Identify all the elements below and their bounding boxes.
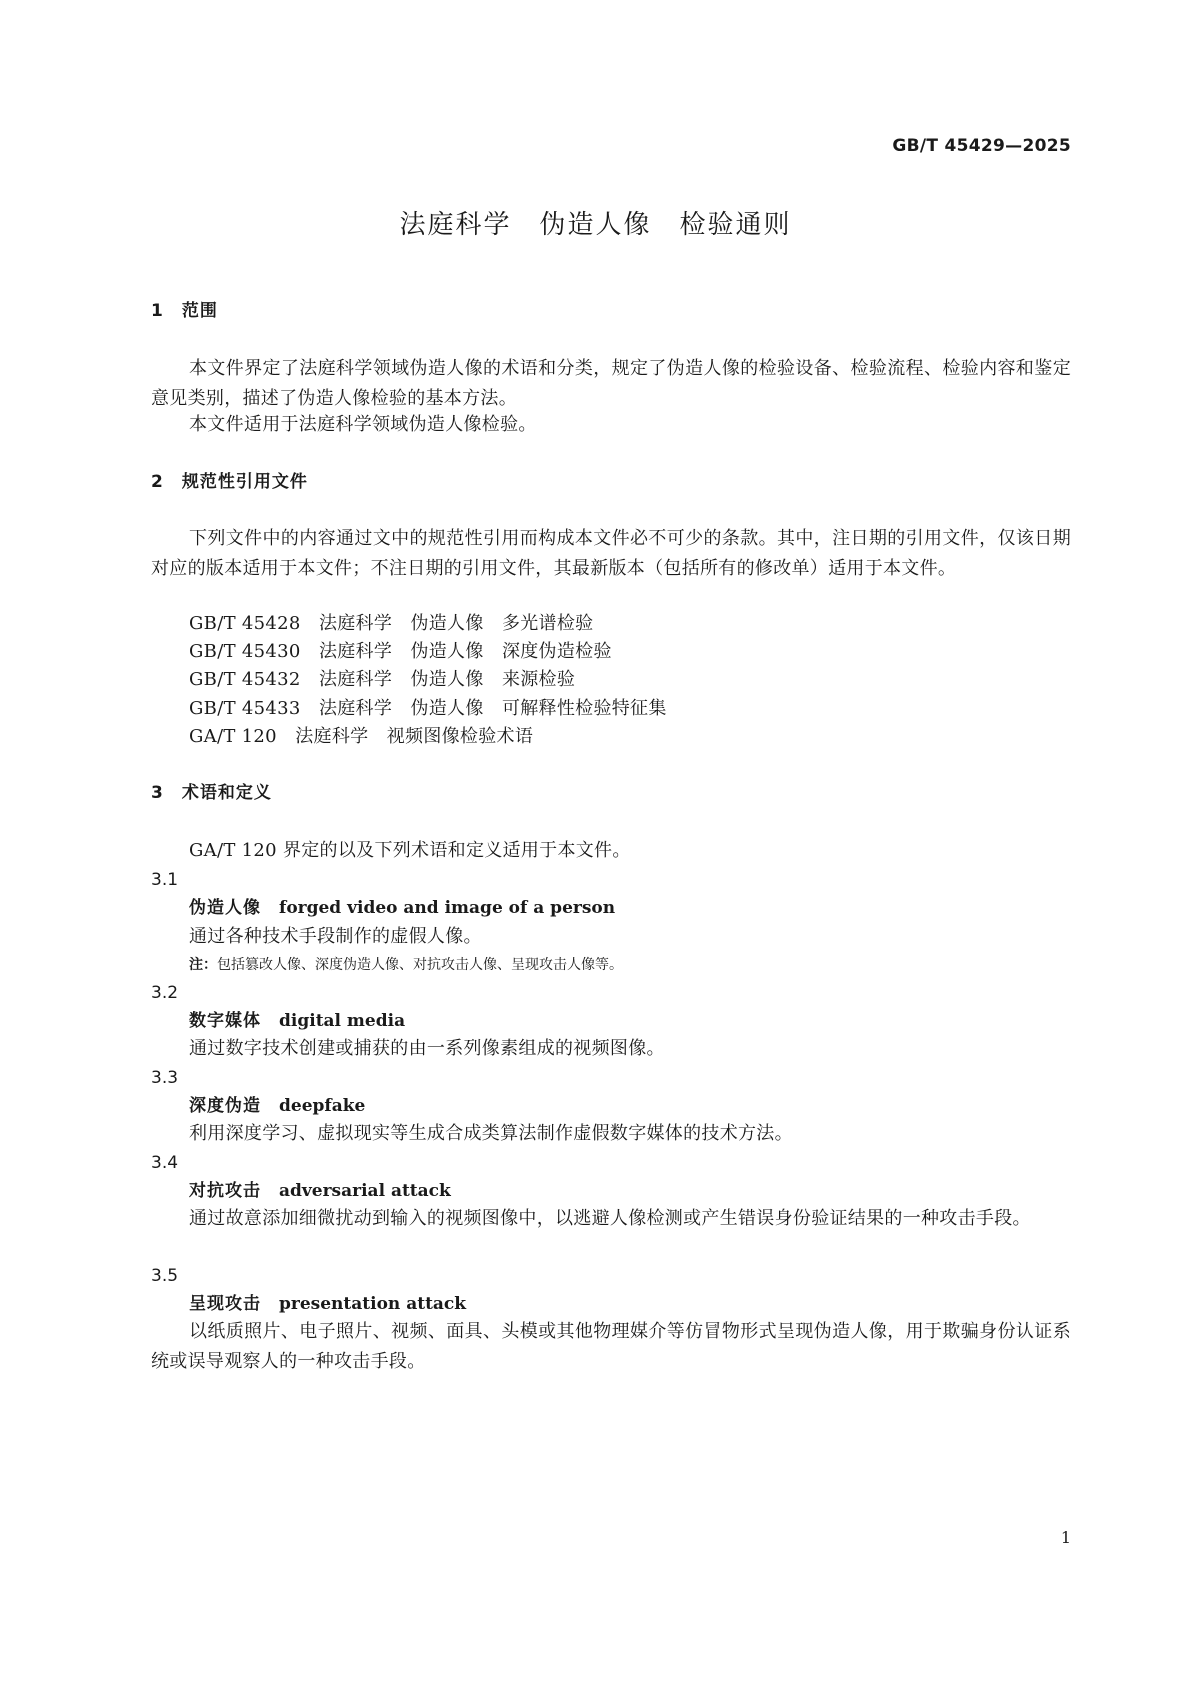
term-number: 3.5 (151, 1266, 179, 1286)
term-chinese: 伪造人像 (189, 898, 261, 918)
section-heading-scope: 1 范围 (151, 301, 218, 321)
term-chinese: 数字媒体 (189, 1011, 261, 1031)
section-heading-references: 2 规范性引用文件 (151, 472, 308, 492)
terms-intro: GA/T 120 界定的以及下列术语和定义适用于本文件。 (189, 840, 631, 861)
scope-paragraph: 本文件适用于法庭科学领域伪造人像检验。 (189, 414, 537, 435)
reference-item: GB/T 45432 法庭科学 伪造人像 来源检验 (189, 669, 576, 690)
page-number: 1 (1060, 1528, 1071, 1547)
term-definition: 利用深度学习、虚拟现实等生成合成类算法制作虚假数字媒体的技术方法。 (189, 1123, 793, 1144)
term-definition: 通过数字技术创建或捕获的由一系列像素组成的视频图像。 (189, 1038, 665, 1059)
term-number: 3.2 (151, 983, 179, 1003)
document-number: GB/T 45429—2025 (892, 136, 1071, 156)
term-chinese: 对抗攻击 (189, 1181, 261, 1201)
note-label: 注： (189, 957, 217, 973)
term-title (151, 1006, 1109, 1036)
term-number: 3.1 (151, 870, 179, 890)
term-title (151, 1289, 1109, 1319)
reference-item: GB/T 45428 法庭科学 伪造人像 多光谱检验 (189, 613, 594, 634)
term-chinese: 深度伪造 (189, 1096, 261, 1116)
term-definition: 通过各种技术手段制作的虚假人像。 (189, 926, 482, 947)
term-title (151, 1091, 1109, 1121)
term-english: digital media (279, 1011, 406, 1031)
note-text: 包括篡改人像、深度伪造人像、对抗攻击人像、呈现攻击人像等。 (217, 957, 623, 973)
term-english: presentation attack (279, 1294, 467, 1314)
scope-paragraph: 本文件界定了法庭科学领域伪造人像的术语和分类，规定了伪造人像的检验设备、检验流程、检验内容和鉴定意见类别，描述了伪造人像检验的基本方法。 (151, 358, 1071, 409)
term-definition: 以纸质照片、电子照片、视频、面具、头模或其他物理媒介等仿冒物形式呈现伪造人像，用于欺骗身份认证系统或误导观察人的一种攻击手段。 (151, 1321, 1071, 1372)
term-number: 3.4 (151, 1153, 179, 1173)
document-title: 法庭科学 伪造人像 检验通则 (399, 210, 792, 240)
reference-item: GB/T 45430 法庭科学 伪造人像 深度伪造检验 (189, 641, 612, 662)
term-title (151, 1176, 1109, 1206)
term-chinese: 呈现攻击 (189, 1294, 261, 1314)
references-intro: 下列文件中的内容通过文中的规范性引用而构成本文件必不可少的条款。其中，注日期的引用文件，仅该日期对应的版本适用于本文件；不注日期的引用文件，其最新版本（包括所有的修改单）适用于本文件。 (151, 528, 1071, 579)
term-english: forged video and image of a person (279, 898, 616, 918)
term-note (151, 950, 1109, 980)
term-number: 3.3 (151, 1068, 179, 1088)
term-english: deepfake (279, 1096, 366, 1116)
section-heading-terms: 3 术语和定义 (151, 783, 272, 803)
reference-item: GB/T 45433 法庭科学 伪造人像 可解释性检验特征集 (189, 698, 667, 719)
reference-item: GA/T 120 法庭科学 视频图像检验术语 (189, 726, 534, 747)
term-title (151, 893, 1109, 923)
term-definition: 通过故意添加细微扰动到输入的视频图像中，以逃避人像检测或产生错误身份验证结果的一种攻击手段。 (189, 1208, 1031, 1229)
term-english: adversarial attack (279, 1181, 451, 1201)
